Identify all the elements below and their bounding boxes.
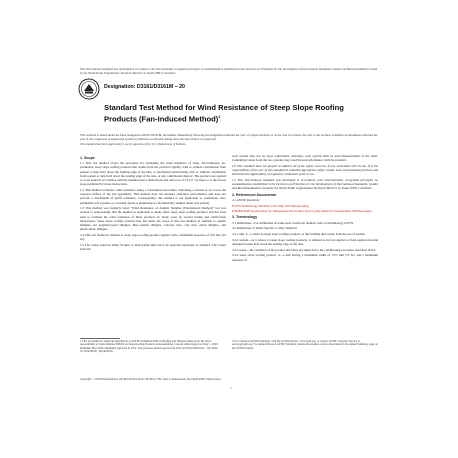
scope-paragraph-4: 1.4 This test method is limited to steep slope roofing product applied with a maximum exposure of 610 mm [10 in.]. <box>80 232 226 242</box>
title-footnote-ref: 1 <box>218 113 221 119</box>
copyright-line: Copyright © ASTM International, 100 Barr Harbor Drive, PO Box C700, West Conshohocken, PA 19428-2959. United States <box>80 378 221 381</box>
terminology-heading: 3. Terminology <box>232 215 258 220</box>
scope-paragraph-5-cont: each system may not be exact equivalents; therefore, each system shall be used independently of the other. Combining values from the two systems may result in nonconformance with the standard. <box>232 154 378 163</box>
terminology-paragraph-5: 3.2.3 sealer—the condition of the product after they are subjected to the conditioning procedure described in 8.2. <box>232 247 376 252</box>
international-standard-notice: This international standard was developed in accordance with internationally recognized principles on standardization established in the Decision on Principles for the Development of International Standards, Guides and Recommendations issued by the World Trade Organization Technical Barriers to Trade (TBT) Committee. <box>80 67 378 75</box>
right-column <box>232 154 378 263</box>
scope-paragraph-7: 1.7 This international standard was developed in accordance with internationally recognized principles on standardization established in the Decision on Principles for the Development of International Standards, Guides and Recommendations issued by the World Trade Organization Technical Barriers to Trade (TBT) Committee. <box>232 178 378 191</box>
footnote-left: 1 This test method is under the jurisdiction of ASTM Committee D08 on Roofing and Waterproofing and is the direct responsibility of Subcommittee D08.02 on Steep Roofing Products and Assemblies. Current edition approved May 1, 2020. Published May 2020. Originally approved in 1972. Last previous edition approved in 2019 as D3161/D3161M – 19a. DOI: 10.1520/D3161_D3161M-20. <box>80 340 219 354</box>
footnote-divider <box>80 338 120 339</box>
astm-logo-icon <box>78 78 100 100</box>
reference-text-d1079: Terminology Relating to Roofing and Waterproofing <box>241 203 309 208</box>
referenced-documents-heading: 2. Referenced Documents <box>232 192 277 197</box>
scope-paragraph-3: 1.3 This method was formerly titled "Wind Resistance of Asphalt Shingles (Fan-Induced Method)" but was revised to acknowledge that the method is applicable to many other steep slope roofing products and has been used to evaluate the wind resistance of these products for many years by several testing and certification laboratories. Steep slope roofing products that fall under the scope of this test method, in addition to asphalt shingles, are polymer-based shingles, fiber-cement shingles, concrete tiles, clay tiles, metal shingles, and photovoltaic shingles. <box>80 206 226 232</box>
terminology-paragraph-1: 3.1 Definitions—For definitions of terms used in this test method, refer to Terminology D1079. <box>232 220 354 225</box>
terminology-paragraph-6: 3.2.4 steep slope roofing product, n—a unit having a maximum width of 1372 mm [55 in.] and a maximum exposure of <box>232 253 378 262</box>
left-column <box>80 154 226 253</box>
reference-item-1 <box>232 204 378 208</box>
page-number: 1 <box>230 386 232 390</box>
document-title <box>104 104 354 124</box>
scope-heading: 1. Scope <box>80 156 95 160</box>
dod-approval-note: This standard has been approved for use by agencies of the U.S. Department of Defense. <box>80 141 187 146</box>
designation-label: Designation: D3161/D3161M − 20 <box>104 84 185 90</box>
document-title-text: Standard Test Method for Wind Resistance of Steep Slope Roofing Products (Fan-Induced Method) <box>104 103 344 124</box>
reference-link-e2948[interactable]: E2948/E2948 <box>232 209 250 214</box>
terminology-paragraph-2: 3.2 Definitions of Terms Specific to This Standard: <box>232 226 298 231</box>
footnote-right: 2 For referenced ASTM standards, visit the ASTM website, www.astm.org, or contact ASTM Customer Service at service@astm.org. For Annual Book of ASTM Standards volume information, refer to the standard's Document Summary page on the ASTM website. <box>232 340 378 350</box>
reference-link-d1079[interactable]: D1079 <box>232 203 241 208</box>
scope-paragraph-1: 1.1 This test method covers the procedure for evaluating the wind resistance of steep, discontinuous, air-permeable, steep slope roofing products that results from the product's rigidity, with or without contribution from sealant to help hold down the leading edge of the tabs, or mechanical interlocking with or without contribution from sealant to help hold down the leading edge of the tabs, or any combination thereof. The products are applied to a test panel in accordance with the manufacturer's instructions and tested at a 2:12 (17 %) slope or at the lowest slope permitted by those instructions. <box>80 161 226 187</box>
reference-item-2 <box>232 209 378 213</box>
terminology-paragraph-4: 3.2.2 sealant—as it relates to steep slope roofing products, is defined as factory-applied or field-applied material designed to help hold down the leading edge of the tabs. <box>232 237 378 246</box>
reference-text-e2948: Specification for Temperature-Electronics Power (and) Tables for Standardized Thermocouples <box>250 209 372 214</box>
issuance-note <box>80 134 380 146</box>
scope-paragraph-5: 1.5 The values stated in either SI units or inch-pound units are to be regarded separately as standard. The values stated in <box>80 242 226 252</box>
scope-paragraph-2: 1.2 This method evaluates wind resistance using a fan-induced procedure, delivering a stream of air across the exposed surface of the test specimens. This method does not measure structural performance, and does not provide a mechanism of uplift resistance. Consequently, this method is not applicable to continuous, non-permeable roof systems or coverings (such as membranes or mechanically seamed metal roof panels). <box>80 187 226 205</box>
scope-paragraph-6: 1.6 This standard does not purport to address all of the safety concerns, if any, associated with its use. It is the responsibility of the user of this standard to establish appropriate safety, health, and environmental practices and determine the applicability of regulatory limitations prior to use. <box>232 163 378 177</box>
terminology-paragraph-3: 3.2.1 unit, n—a tablet-to-steep slope roofing products, is the bonding that results from the use of sealant. <box>232 232 366 237</box>
astm-standards-subheading: 2.1 ASTM Standards: <box>232 197 260 202</box>
issuance-text: This standard is issued under the fixed designation D3161/D3161M; the number immediately following the designation indicates the year of original adoption or, in the case of revision, the year of last revision. A number in parentheses indicates the year of last reapproval. A superscript epsilon (ε) indicates an editorial change since the last revision or reapproval. <box>80 133 378 141</box>
